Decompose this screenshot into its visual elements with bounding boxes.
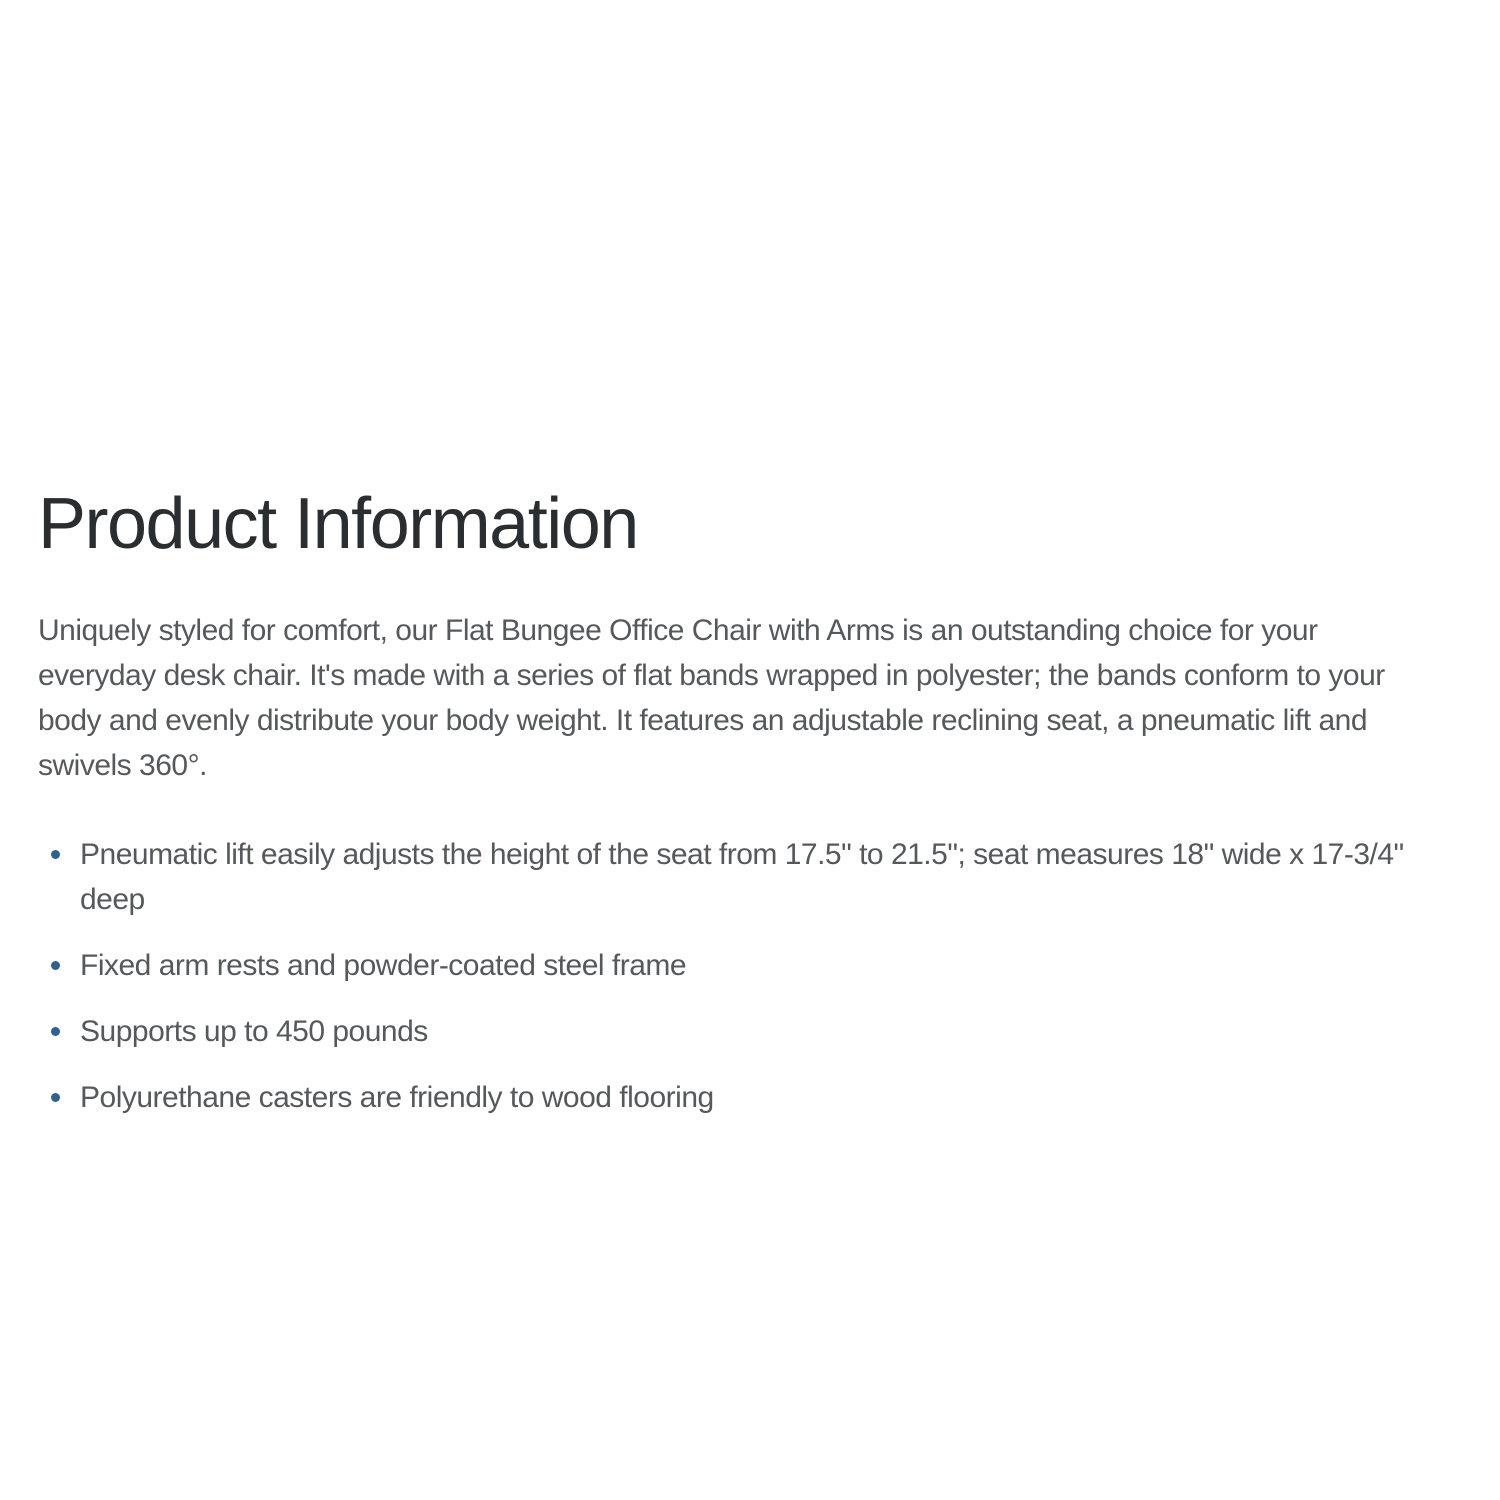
bullet-icon	[51, 961, 60, 970]
product-description: Uniquely styled for comfort, our Flat Bungee Office Chair with Arms is an outstanding choice for your everyday desk chair. It's made with a series of flat bands wrapped in polyester; the bands conform to your body and evenly distribute your body weight. It features an adjustable reclining seat, a pneumatic lift and swivels 360°.	[38, 614, 1385, 782]
page-title: Product Information	[38, 484, 638, 564]
list-item	[38, 1075, 1414, 1120]
feature-list	[38, 832, 1414, 1120]
bullet-icon	[51, 1093, 60, 1102]
bullet-icon	[51, 850, 60, 859]
product-information-section	[38, 486, 1414, 1141]
list-item-text: Fixed arm rests and powder-coated steel frame	[80, 949, 687, 982]
list-item	[38, 832, 1414, 922]
list-item	[38, 943, 1414, 988]
list-item-text: Supports up to 450 pounds	[80, 1015, 428, 1048]
bullet-icon	[51, 1027, 60, 1036]
list-item	[38, 1009, 1414, 1054]
list-item-text: Pneumatic lift easily adjusts the height of the seat from 17.5" to 21.5"; seat measures 18" wide x 17-3/4" deep	[80, 838, 1404, 916]
list-item-text: Polyurethane casters are friendly to wood flooring	[80, 1081, 714, 1114]
